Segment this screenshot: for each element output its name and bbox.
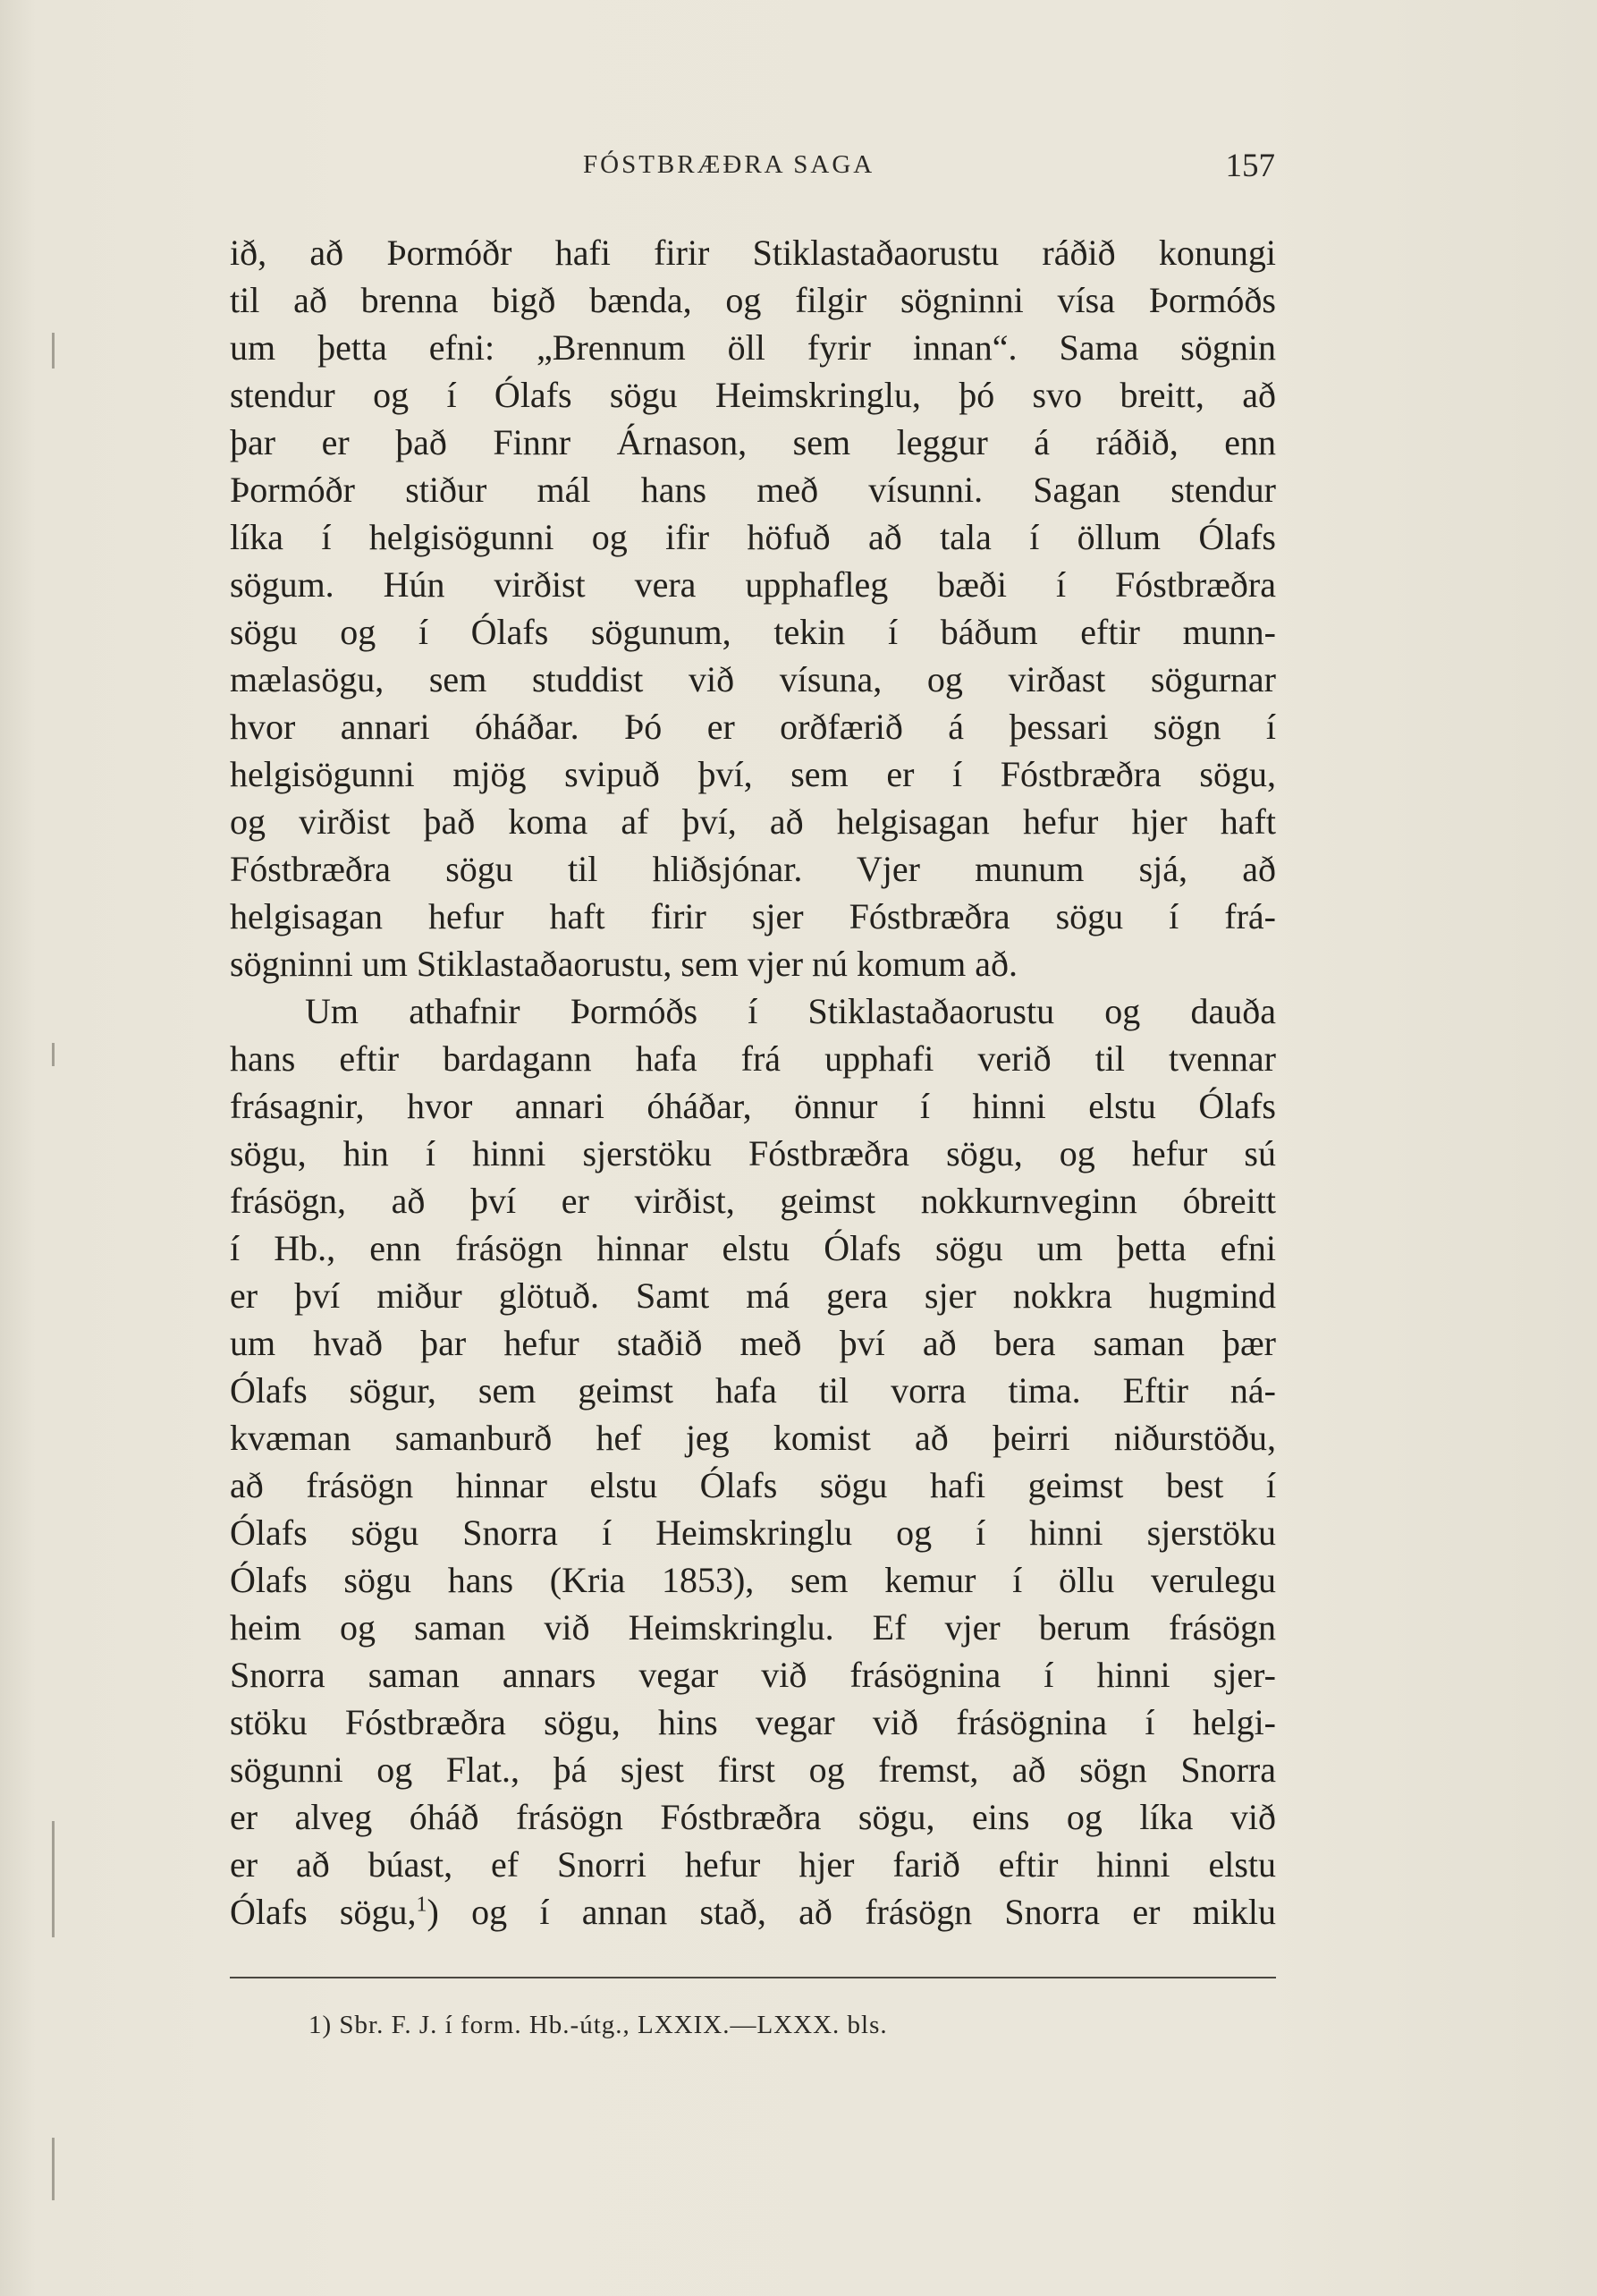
text-fragment: Ólafs sögu,: [230, 1892, 417, 1932]
text-line: er alveg óháð frásögn Fóstbræðra sögu, eins og líka við: [230, 1797, 1276, 1837]
margin-mark: [52, 333, 55, 369]
text-line: er því miður glötuð. Samt má gera sjer nokkra hugmind: [230, 1275, 1276, 1316]
text-line: kvæman samanburð hef jeg komist að þeirri niðurstöðu,: [230, 1418, 1276, 1458]
text-line: í Hb., enn frásögn hinnar elstu Ólafs sögu um þetta efni: [230, 1228, 1276, 1268]
text-line: Þormóðr stiður mál hans með vísunni. Sagan stendur: [230, 470, 1276, 510]
text-line: frásögn, að því er virðist, geimst nokkurnveginn óbreitt: [230, 1181, 1276, 1221]
footnote-reference[interactable]: 1: [416, 1893, 427, 1917]
text-line: Snorra saman annars vegar við frásögnina í hinni sjer-: [230, 1655, 1276, 1695]
paragraph-end-line: sögninni um Stiklastaðaorustu, sem vjer nú komum að.: [230, 944, 1018, 984]
text-line: Ólafs sögu hans (Kria 1853), sem kemur í öllu verulegu: [230, 1560, 1276, 1600]
text-line: ið, að Þormóðr hafi firir Stiklastaðaorustu ráðið konungi: [230, 233, 1276, 273]
text-line: um hvað þar hefur staðið með því að bera saman þær: [230, 1323, 1276, 1363]
text-line: að frásögn hinnar elstu Ólafs sögu hafi geimst best í: [230, 1465, 1276, 1505]
text-line: sögu og í Ólafs sögunum, tekin í báðum eftir munn-: [230, 612, 1276, 652]
text-line: líka í helgisögunni og ifir höfuð að tala í öllum Ólafs: [230, 517, 1276, 557]
text-line: sögum. Hún virðist vera upphafleg bæði í Fóstbræðra: [230, 564, 1276, 605]
text-line: hvor annari óháðar. Þó er orðfærið á þessari sögn í: [230, 707, 1276, 747]
margin-mark: [52, 2138, 55, 2200]
body-text: [230, 229, 1276, 1936]
text-line: sögu, hin í hinni sjerstöku Fóstbræðra sögu, og hefur sú: [230, 1133, 1276, 1173]
footnote: 1) Sbr. F. J. í form. Hb.-útg., LXXIX.—LXXX. bls.: [308, 2011, 888, 2039]
text-line: stöku Fóstbræðra sögu, hins vegar við frásögnina í helgi-: [230, 1702, 1276, 1742]
margin-mark: [52, 1043, 55, 1066]
footnote-divider: [230, 1977, 1276, 1978]
text-line: Ólafs sögur, sem geimst hafa til vorra tima. Eftir ná-: [230, 1370, 1276, 1411]
text-line: Fóstbræðra sögu til hliðsjónar. Vjer munum sjá, að: [230, 849, 1276, 889]
text-line-with-footnote-ref: [230, 1888, 1276, 1936]
text-line: mælasögu, sem studdist við vísuna, og virðast sögurnar: [230, 659, 1276, 699]
text-line: er að búast, ef Snorri hefur hjer farið eftir hinni elstu: [230, 1844, 1276, 1885]
text-line: frásagnir, hvor annari óháðar, önnur í hinni elstu Ólafs: [230, 1086, 1276, 1126]
text-line: til að brenna bigð bænda, og filgir sögninni vísa Þormóðs: [230, 280, 1276, 320]
text-line: og virðist það koma af því, að helgisagan hefur hjer haft: [230, 801, 1276, 842]
text-line: um þetta efni: „Brennum öll fyrir innan“. Sama sögnin: [230, 327, 1276, 368]
margin-mark: [52, 1821, 55, 1937]
text-line: heim og saman við Heimskringlu. Ef vjer berum frásögn: [230, 1607, 1276, 1648]
text-line: þar er það Finnr Árnason, sem leggur á ráðið, enn: [230, 422, 1276, 462]
text-line: Ólafs sögu Snorra í Heimskringlu og í hinni sjerstöku: [230, 1512, 1276, 1553]
page-number: 157: [1225, 148, 1275, 184]
text-fragment: ) og í annan stað, að frásögn Snorra er miklu: [427, 1892, 1276, 1932]
text-line: stendur og í Ólafs sögu Heimskringlu, þó svo breitt, að: [230, 375, 1276, 415]
text-line: hans eftir bardagann hafa frá upphafi verið til tvennar: [230, 1038, 1276, 1079]
paragraph-start-line: Um athafnir Þormóðs í Stiklastaðaorustu og dauða: [305, 991, 1276, 1031]
text-line: sögunni og Flat., þá sjest first og fremst, að sögn Snorra: [230, 1750, 1276, 1790]
text-line: helgisögunni mjög svipuð því, sem er í Fóstbræðra sögu,: [230, 754, 1276, 794]
text-line: helgisagan hefur haft firir sjer Fóstbræðra sögu í frá-: [230, 896, 1276, 936]
running-head: FÓSTBRÆÐRA SAGA: [583, 150, 875, 179]
